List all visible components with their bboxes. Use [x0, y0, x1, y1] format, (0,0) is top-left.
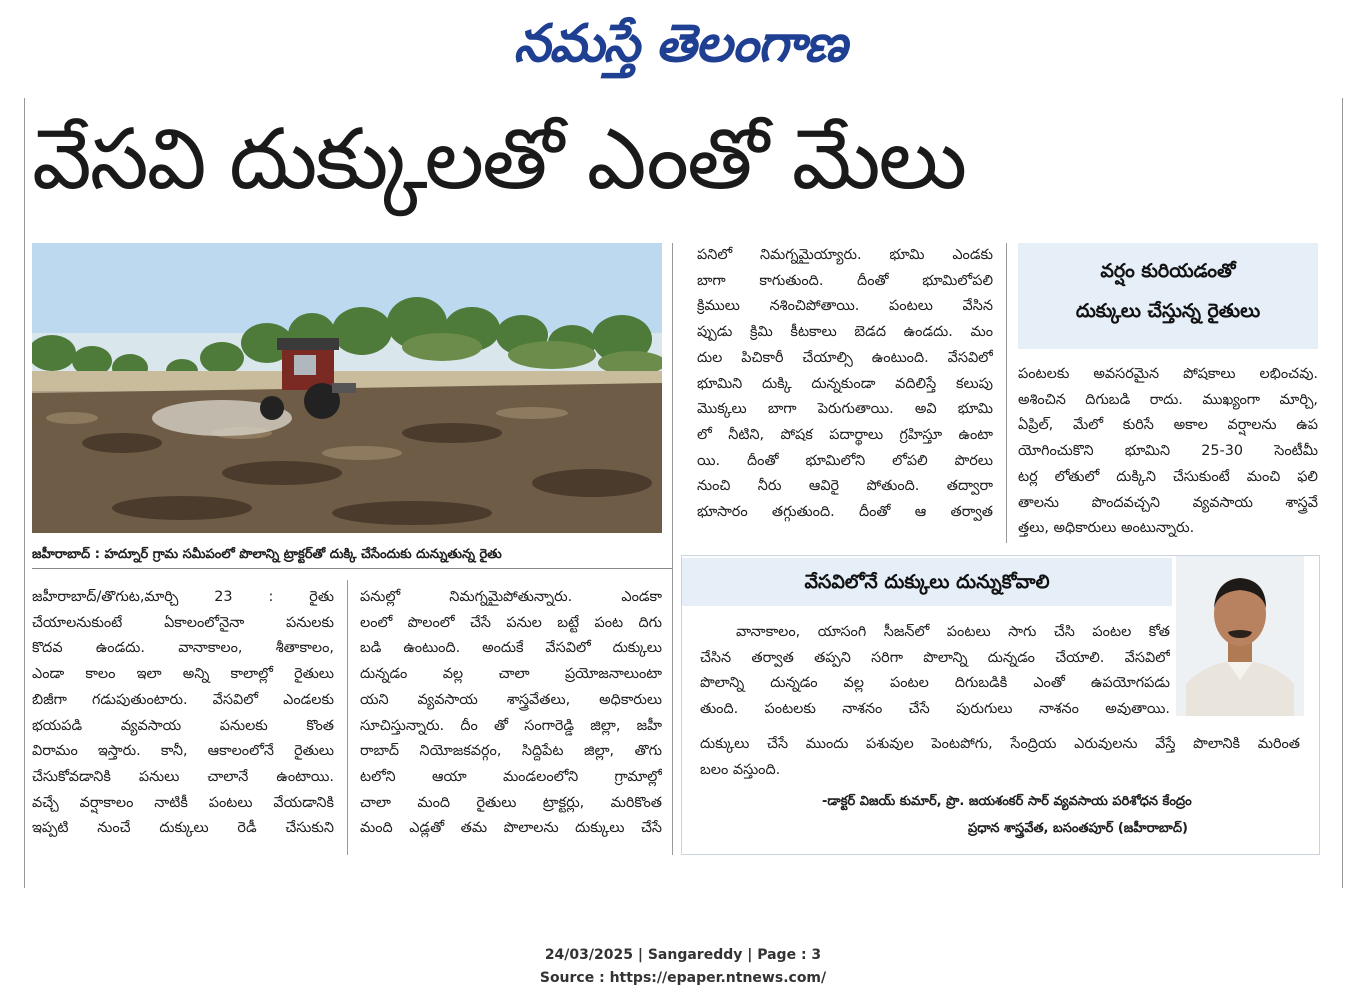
article-line: బాగా కాగుతుంది. దీంతో భూమిలోపలి	[697, 272, 993, 289]
column-rule	[1006, 243, 1007, 543]
column-rule	[347, 580, 348, 855]
article-line: మంది ఎడ్లతో తమ పొలాలను దుక్కులు చేసే	[360, 820, 662, 837]
article-line: ప్పుడు క్రిమి కీటకాలు బెడద ఉండదు. మం	[697, 324, 993, 341]
article-line: టర్ల లోతులో దుక్కిని చేసుకుంటే మంచి ఫలి	[1018, 468, 1318, 485]
quote-line: తుంది. పంటలకు నాశనం చేసే పురుగులు నాశనం అవుతాయి.	[700, 701, 1170, 718]
left-margin-rule	[24, 98, 25, 888]
article-line: తాలను పొందవచ్చని వ్యవసాయ శాస్త్రవే	[1018, 494, 1318, 511]
article-line: భయపడి వ్యవసాయ పనులకు కొంత	[32, 717, 334, 734]
expert-credit-name: -డాక్టర్ విజయ్ కుమార్, ప్రొ. జయశంకర్ సార్ వ్యవసాయ పరిశోధన కేంద్రం	[822, 794, 1192, 809]
article-line: లో నీటిని, పోషక పదార్థాలు గ్రహిస్తూ ఉంటా	[697, 426, 993, 443]
caption-rule	[32, 568, 672, 569]
article-line: ఎండా కాలం ఇలా అన్ని కాలాల్లో రైతులు	[32, 666, 334, 683]
article-line: రాబాద్ నియోజకవర్గం, సిద్దిపేట జిల్లా, తొగు	[360, 743, 662, 760]
expert-quote-text-wide	[700, 732, 1300, 786]
headline: వేసవి దుక్కులతో ఎంతో మేలు	[32, 110, 966, 208]
subhead-line: దుక్కులు చేస్తున్న రైతులు	[1075, 300, 1261, 322]
expert-quote-text	[700, 620, 1170, 724]
quote-line: చేసిన తర్వాత తప్పని సరిగా పొలాన్ని దున్నడం చేయాలి. వేసవిలో	[700, 649, 1170, 666]
right-margin-rule	[1342, 98, 1343, 888]
quote-line: పొలాన్ని దున్నడం వల్ల పంటల దిగుబడికి ఎంతో ఉపయోగపడు	[700, 675, 1170, 692]
tractor-photo	[32, 243, 662, 533]
quote-line: వానాకాలం, యాసంగి సీజన్‌లో పంటలు సాగు చేసి పంటల కోత	[736, 624, 1170, 640]
article-line: దున్నడం వల్ల చాలా ప్రయోజనాలుంటా	[360, 666, 662, 683]
quote-line: బలం వస్తుంది.	[700, 761, 781, 778]
article-line: విరామం ఇస్తారు. కానీ, ఆకాలంలోనే రైతులు	[32, 743, 334, 760]
masthead-logo: నమస్తే తెలంగాణ	[513, 14, 847, 74]
article-line: జహీరాబాద్/తొగుట,మార్చి 23 : రైతు	[32, 589, 334, 605]
expert-portrait	[1176, 556, 1304, 716]
article-line: చాలా మంది రైతులు ట్రాక్టర్లు, మరికొంత	[360, 794, 662, 811]
article-line: బిజీగా గడుపుతుంటారు. వేసవిలో ఎండలకు	[32, 691, 334, 708]
article-column-right	[1018, 362, 1318, 547]
article-line: ఇప్పటి నుంచే దుక్కులు రెడీ చేసుకుని	[32, 820, 334, 837]
article-line: టలోని ఆయా మండలంలోని గ్రామాల్లో	[360, 768, 662, 785]
article-line: దుల పిచికారీ చేయాల్సి ఉంటుంది. వేసవిలో	[697, 349, 993, 366]
photo-caption: జహీరాబాద్ : హద్నూర్ గ్రామ సమీపంలో పొలాన్ని ట్రాక్టర్‌తో దుక్కి చేసేందుకు దున్నుతున్న రైతు	[32, 547, 502, 562]
quote-line: దుక్కులు చేసే ముందు పశువుల పెంటపోగు, సేంద్రియ ఎరువులను వేస్తే పొలానికి మరింత	[700, 736, 1300, 752]
article-line: కొదవ ఉండదు. వానాకాలం, శీతాకాలం,	[32, 640, 334, 657]
article-line: క్రిములు నశించిపోతాయి. పంటలు వేసిన	[697, 298, 993, 315]
article-line: ఏప్రిల్, మేలో కురిసే అకాల వర్షాలను ఉప	[1018, 417, 1318, 434]
article-column-left	[32, 585, 334, 855]
article-line: నుంచి నీరు ఆవిరై పోతుంది. తద్వారా	[697, 478, 993, 495]
article-line: బడి ఉంటుంది. అందుకే వేసవిలో దుక్కులు	[360, 640, 662, 657]
article-line: పనుల్లో నిమగ్నమైపోతున్నారు. ఎండకా	[360, 589, 662, 605]
footer-source: Source : https://epaper.ntnews.com/	[539, 970, 827, 986]
article-line: త్తలు, అధికారులు అంటున్నారు.	[1018, 520, 1195, 537]
article-line: మొక్కలు బాగా పెరుగుతాయి. అవి భూమి	[697, 401, 993, 418]
article-line: యని వ్యవసాయ శాస్త్రవేతలు, అధికారులు	[360, 691, 662, 708]
article-line: భూసారం తగ్గుతుంది. దీంతో ఆ తర్వాత	[697, 504, 993, 521]
subhead-line: వర్షం కురియడంతో	[1100, 260, 1236, 282]
expert-credit-title: ప్రధాన శాస్త్రవేత, బసంతపూర్ (జహీరాబాద్)	[968, 821, 1188, 836]
article-line: వచ్చే వర్షాకాలం నాటికీ పంటలు వేయడానికి	[32, 794, 334, 811]
article-column-mid	[360, 585, 662, 855]
article-line: యి. దీంతో భూమిలోని లోపలి పొరలు	[697, 452, 993, 469]
column-rule	[672, 243, 673, 855]
subhead-summer-plough: వేసవిలోనే దుక్కులు దున్నుకోవాలి	[682, 558, 1172, 606]
article-line: చేసుకోవడానికి పనులు చాలానే ఉంటాయి.	[32, 768, 334, 785]
article-line: పంటలకు అవసరమైన పోషకాలు లభించవు.	[1018, 366, 1318, 382]
article-line: యోగించుకొని భూమిని 25-30 సెంటీమీ	[1018, 443, 1318, 460]
article-line: సూచిస్తున్నారు. దీం తో సంగారెడ్డి జిల్లా, జహీ	[360, 717, 662, 734]
article-line: పనిలో నిమగ్నమైయ్యారు. భూమి ఎండకు	[697, 247, 993, 263]
article-column-top-mid	[697, 243, 993, 539]
article-line: అశించిన దిగుబడి రాదు. ముఖ్యంగా మార్చి,	[1018, 391, 1318, 408]
subhead-rain-plough	[1018, 243, 1318, 349]
article-line: లంలో పొలంలో చేసే పనుల బట్టే పంట దిగు	[360, 614, 662, 631]
footer-date-page: 24/03/2025 | Sangareddy | Page : 3	[544, 947, 822, 963]
article-line: భూమిని దుక్కి దున్నకుండా వదిలిస్తే కలుపు	[697, 375, 993, 392]
article-line: చేయాలనుకుంటే ఏకాలంలోనైనా పనులకు	[32, 614, 334, 631]
